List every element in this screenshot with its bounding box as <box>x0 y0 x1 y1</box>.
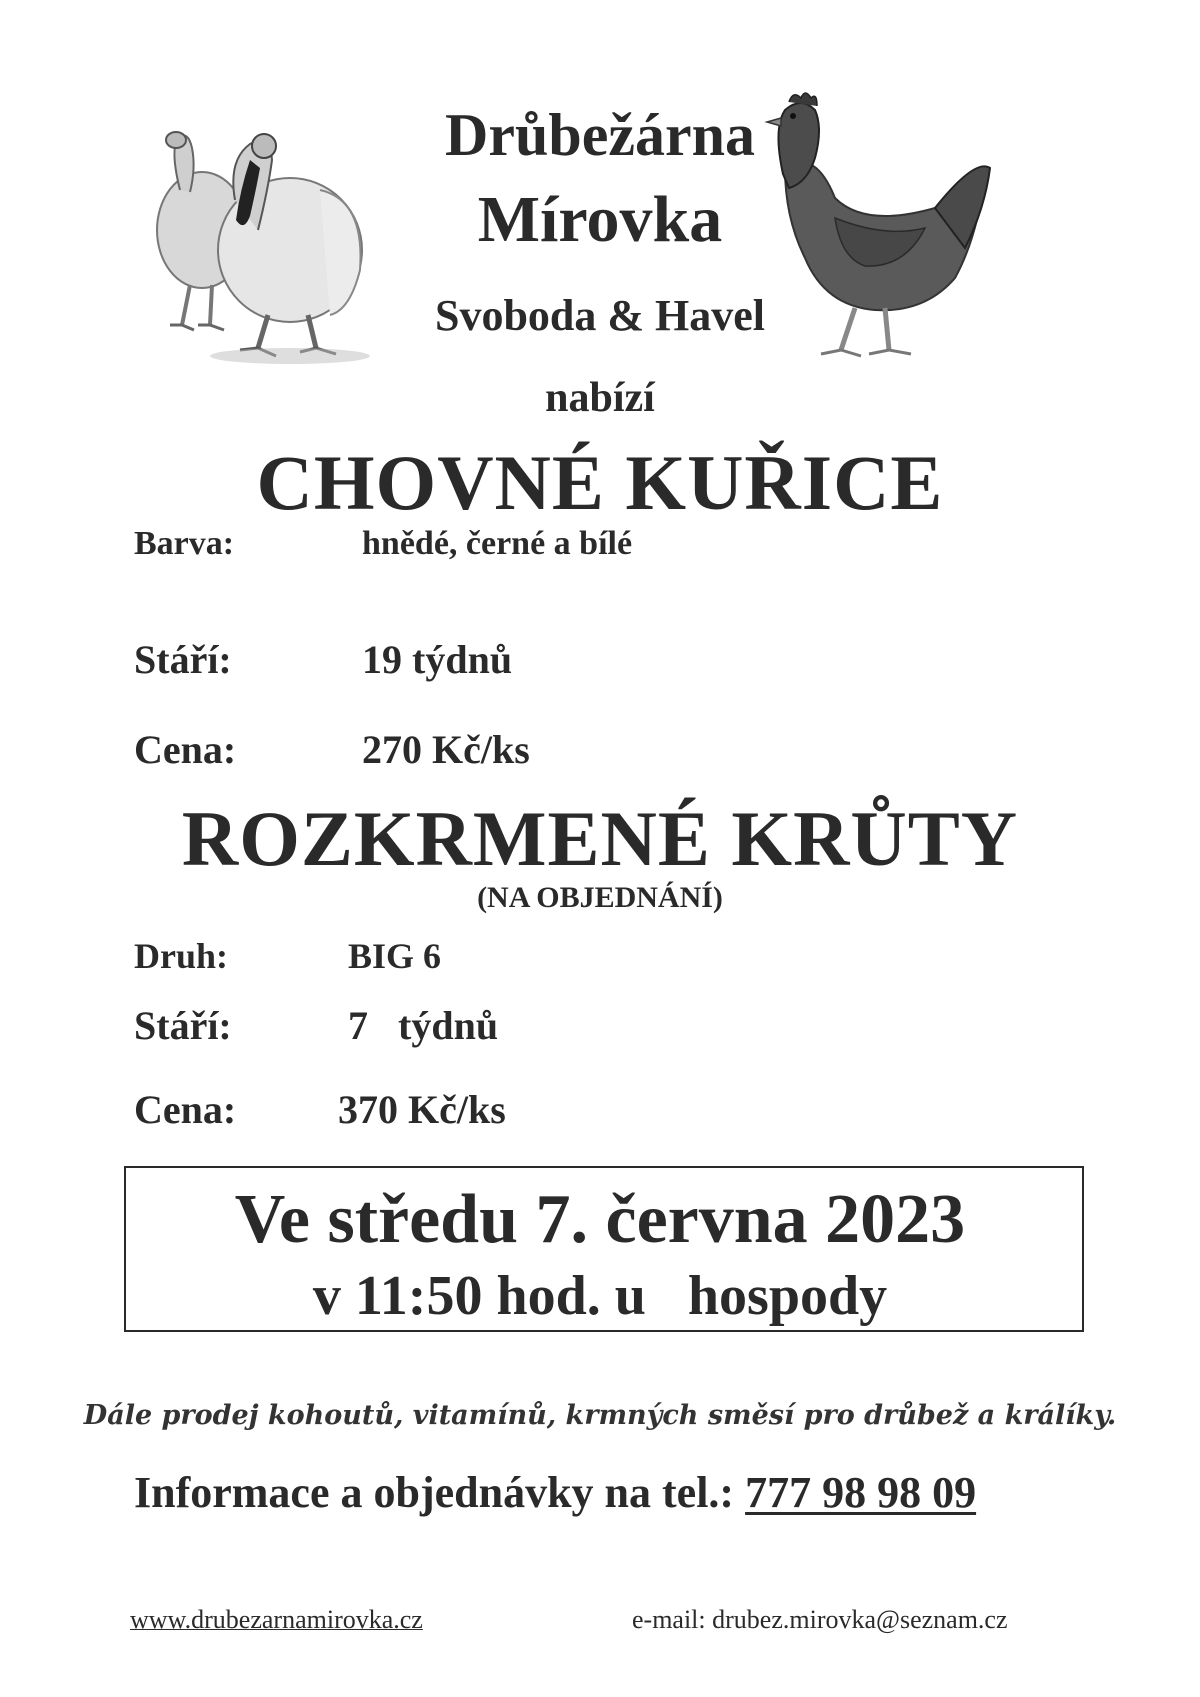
offers-text: nabízí <box>545 375 655 421</box>
email-address[interactable]: e-mail: drubez.mirovka@seznam.cz <box>632 1605 1008 1634</box>
product1-price-label: Cena: <box>134 727 237 772</box>
company-name-line1: Drůbežárna <box>445 102 755 168</box>
product1-color-value: hnědé, černé a bílé <box>362 525 633 562</box>
product1-title: CHOVNÉ KUŘICE <box>256 439 944 526</box>
event-date: Ve středu 7. června 2023 <box>234 1181 966 1258</box>
turkeys-illustration <box>140 120 380 380</box>
website-link[interactable]: www.drubezarnamirovka.cz <box>130 1605 423 1634</box>
contact-line <box>134 1466 976 1520</box>
product1-color-label: Barva: <box>134 525 235 562</box>
product1-age-label: Stáří: <box>134 637 232 682</box>
product2-age-value: 7 týdnů <box>348 1003 499 1048</box>
product2-subtitle: (NA OBJEDNÁNÍ) <box>477 881 723 914</box>
product2-price-label: Cena: <box>134 1087 237 1132</box>
phone-number[interactable]: 777 98 98 09 <box>745 1468 977 1517</box>
product2-breed-label: Druh: <box>134 936 229 976</box>
product2-price-value: 370 Kč/ks <box>338 1087 506 1132</box>
product2-breed-value: BIG 6 <box>348 936 442 976</box>
owners: Svoboda & Havel <box>434 291 766 340</box>
extra-note: Dále prodej kohoutů, vitamínů, krmných směsí pro drůbež a králíky. <box>83 1400 1117 1431</box>
product1-price-value: 270 Kč/ks <box>362 727 530 772</box>
event-time: v 11:50 hod. u hospody <box>312 1265 888 1327</box>
contact-label: Informace a objednávky na tel.: <box>134 1468 735 1517</box>
product1-age-value: 19 týdnů <box>362 637 513 682</box>
company-name-line2: Mírovka <box>477 183 723 256</box>
product2-age-label: Stáří: <box>134 1003 232 1048</box>
product2-title: ROZKRMENÉ KRŮTY <box>181 795 1019 882</box>
